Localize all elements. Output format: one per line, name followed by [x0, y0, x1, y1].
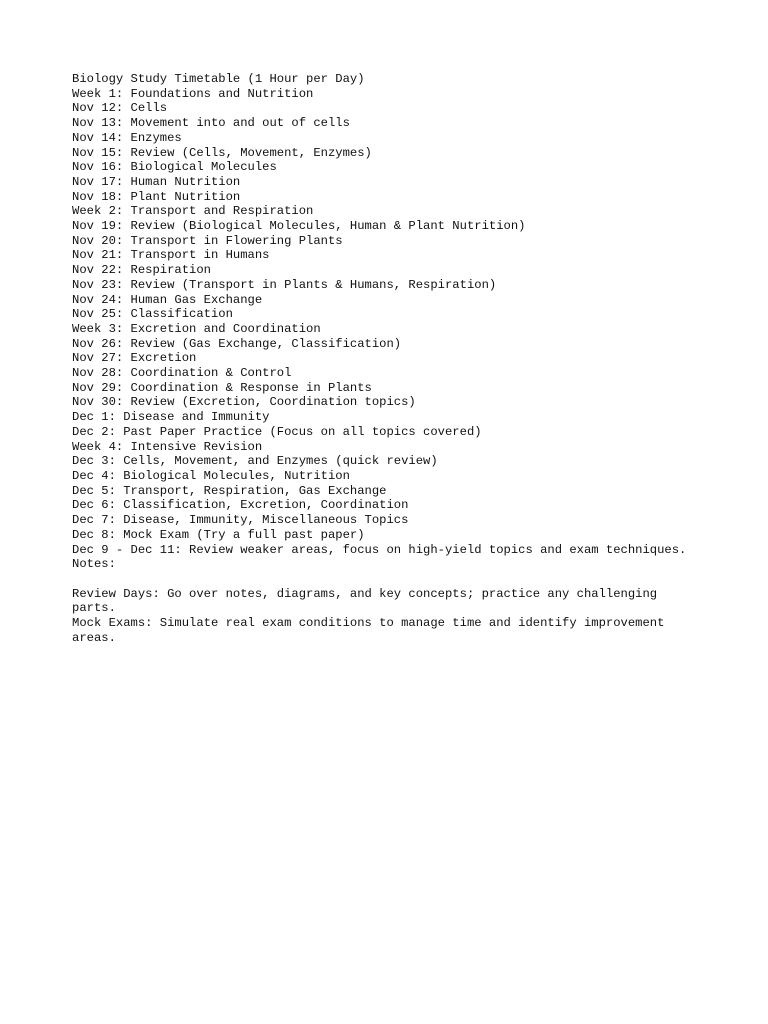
note-entry: Review Days: Go over notes, diagrams, and key concepts; practice any challenging parts. [72, 586, 665, 616]
day-entry: Dec 1: Disease and Immunity [72, 410, 270, 425]
week-heading: Week 2: Transport and Respiration [72, 204, 314, 219]
day-entry: Dec 3: Cells, Movement, and Enzymes (quick review) [72, 454, 438, 469]
day-entry: Dec 4: Biological Molecules, Nutrition [72, 468, 350, 483]
week-section [72, 322, 702, 440]
day-entry: Nov 25: Classification [72, 307, 233, 322]
note-entry: Mock Exams: Simulate real exam conditions to manage time and identify improvement areas. [72, 616, 672, 645]
day-entry: Nov 14: Enzymes [72, 130, 182, 145]
day-entry: Dec 6: Classification, Excretion, Coordination [72, 498, 409, 513]
day-entry: Dec 7: Disease, Immunity, Miscellaneous Topics [72, 513, 409, 528]
day-entry: Nov 24: Human Gas Exchange [72, 292, 263, 307]
day-entry: Nov 16: Biological Molecules [72, 160, 277, 175]
day-entry: Nov 21: Transport in Humans [72, 248, 270, 263]
day-entry: Nov 26: Review (Gas Exchange, Classification) [72, 336, 402, 351]
week-section [72, 440, 702, 558]
day-entry: Nov 13: Movement into and out of cells [72, 116, 350, 131]
day-entry: Nov 18: Plant Nutrition [72, 189, 241, 204]
week-heading: Week 1: Foundations and Nutrition [72, 86, 314, 101]
week-heading: Week 4: Intensive Revision [72, 439, 263, 454]
document-page [72, 72, 702, 645]
day-entry: Nov 23: Review (Transport in Plants & Humans, Respiration) [72, 277, 497, 292]
day-entry: Nov 30: Review (Excretion, Coordination topics) [72, 395, 416, 410]
day-entry: Nov 19: Review (Biological Molecules, Human & Plant Nutrition) [72, 219, 526, 234]
day-entry: Dec 2: Past Paper Practice (Focus on all topics covered) [72, 424, 482, 439]
week-heading: Week 3: Excretion and Coordination [72, 321, 321, 336]
notes-label: Notes: [72, 557, 116, 572]
document-title: Biology Study Timetable (1 Hour per Day) [72, 72, 365, 86]
day-entry: Nov 22: Respiration [72, 263, 211, 278]
day-entry: Nov 17: Human Nutrition [72, 174, 241, 189]
day-entry: Dec 8: Mock Exam (Try a full past paper) [72, 527, 365, 542]
day-entry: Nov 28: Coordination & Control [72, 366, 292, 381]
day-entry: Nov 20: Transport in Flowering Plants [72, 233, 343, 248]
week-section [72, 87, 702, 205]
day-entry: Nov 12: Cells [72, 101, 168, 116]
day-entry: Nov 29: Coordination & Response in Plants [72, 380, 372, 395]
week-section [72, 204, 702, 322]
blank-line [72, 572, 702, 587]
day-entry: Dec 9 - Dec 11: Review weaker areas, focus on high-yield topics and exam techniques. [72, 542, 687, 557]
day-entry: Dec 5: Transport, Respiration, Gas Exchange [72, 483, 387, 498]
day-entry: Nov 15: Review (Cells, Movement, Enzymes) [72, 145, 372, 160]
day-entry: Nov 27: Excretion [72, 351, 197, 366]
